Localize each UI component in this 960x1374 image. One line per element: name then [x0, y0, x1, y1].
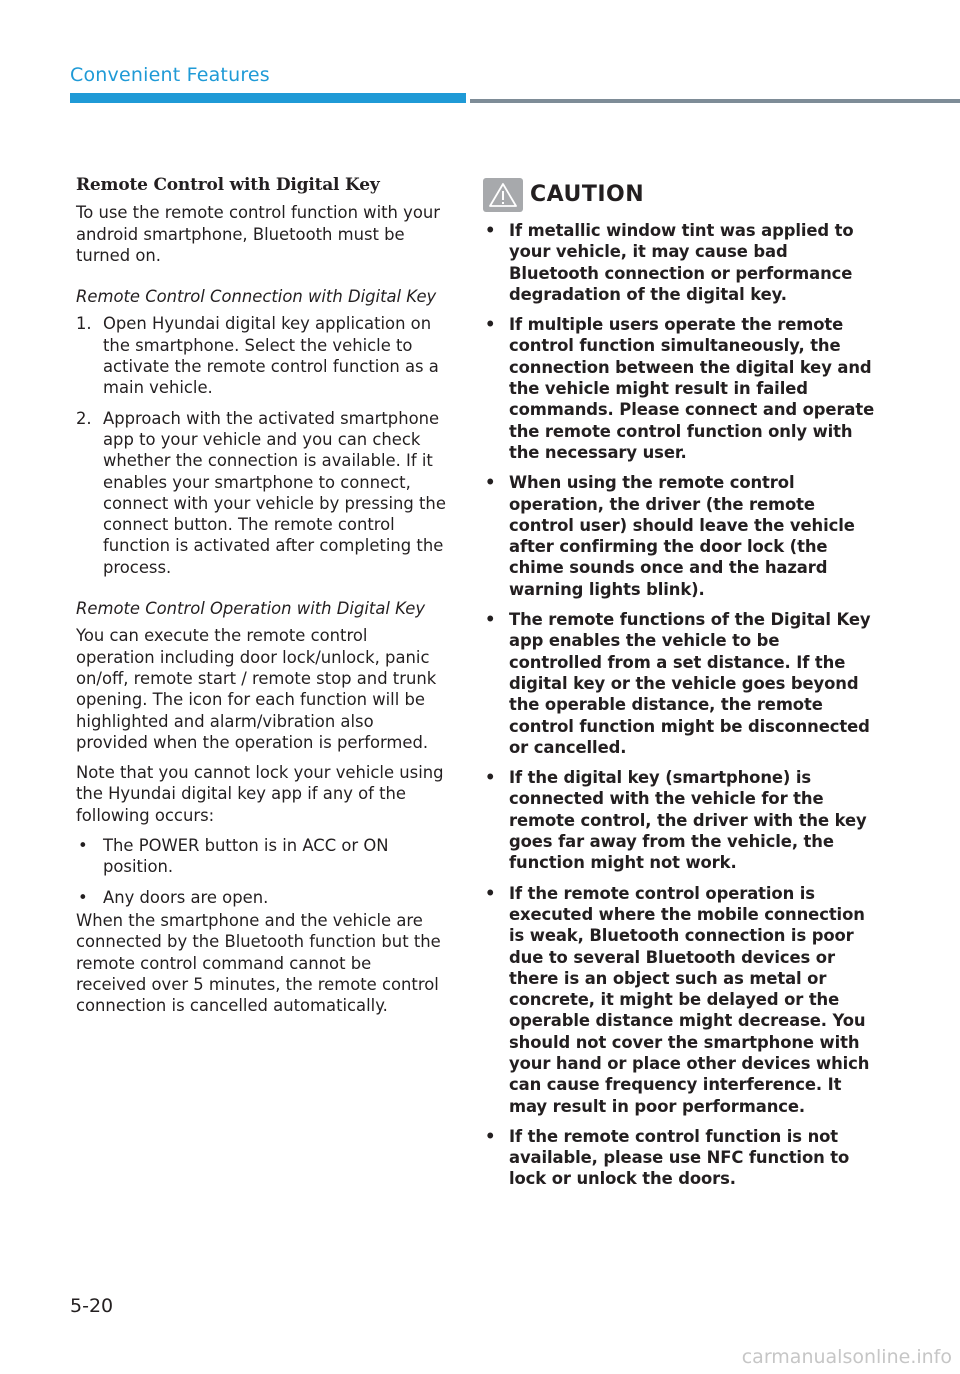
list-item — [76, 313, 446, 398]
bullet-text: Any doors are open. — [103, 887, 269, 907]
list-item — [483, 609, 875, 758]
caution-text: When using the remote control operation, the driver (the remote control user) should leave the vehicle after confirming the door lock (the chime sounds once and the hazard warning lights blink). — [509, 473, 855, 599]
watermark: carmanualsonline.info — [741, 1346, 952, 1368]
caution-title: CAUTION — [530, 182, 645, 208]
note-paragraph: Note that you cannot lock your vehicle using the Hyundai digital key app if any of the following occurs: — [76, 763, 444, 825]
list-item — [76, 408, 446, 578]
connection-subtitle: Remote Control Connection with Digital Key — [76, 287, 437, 307]
bullet-text: The POWER button is in ACC or ON position. — [103, 836, 389, 877]
operation-subtitle: Remote Control Operation with Digital Key — [76, 599, 426, 619]
warning-triangle-icon — [483, 178, 523, 212]
bullet-icon: • — [78, 887, 88, 907]
final-paragraph: When the smartphone and the vehicle are connected by the Bluetooth function but the remote control command cannot be received over 5 minutes, the remote control connection is cancelled automatically. — [76, 910, 441, 1016]
step-text: Open Hyundai digital key application on the smartphone. Select the vehicle to activate the remote control function as a main vehicle. — [103, 314, 439, 398]
step-number: 2. — [76, 408, 92, 428]
list-item — [483, 767, 875, 873]
caution-text: If the remote control function is not available, please use NFC function to lock or unlock the doors. — [509, 1126, 850, 1189]
step-number: 1. — [76, 314, 92, 334]
bullet-icon: • — [485, 1126, 496, 1146]
list-item — [483, 472, 875, 600]
bullet-icon: • — [485, 315, 496, 335]
bullet-icon: • — [485, 473, 496, 493]
list-item — [76, 887, 446, 908]
list-item — [483, 220, 875, 305]
caution-text: If the digital key (smartphone) is connected with the vehicle for the remote control, the driver with the key goes far away from the vehicle, the function might not work. — [509, 768, 867, 873]
bullet-icon: • — [485, 883, 496, 903]
section-title: Remote Control with Digital Key — [76, 175, 380, 195]
header-rule-gray — [470, 99, 960, 103]
header-rule-accent — [70, 93, 466, 103]
bullet-icon: • — [485, 768, 496, 788]
page-number: 5-20 — [70, 1295, 114, 1317]
list-item — [76, 835, 446, 878]
intro-paragraph: To use the remote control function with your android smartphone, Bluetooth must be turned on. — [76, 203, 441, 265]
caution-text: If multiple users operate the remote control function simultaneously, the connection between the digital key and the vehicle might result in failed commands. Please connect and operate the remote control function only with the necessary user. — [509, 315, 875, 462]
operation-paragraph: You can execute the remote control operation including door lock/unlock, panic on/off, remote start / remote stop and trunk opening. The icon for each function will be highlighted and alarm/vibration also provided when the operation is performed. — [76, 626, 437, 752]
caution-text: If the remote control operation is executed where the mobile connection is weak, Bluetooth connection is poor due to several Bluetooth devices or there is an object such as metal or concrete, it might be delayed or the operable distance might decrease. You should not cover the smartphone with your hand or place other devices which can cause frequency interference. It may result in poor performance. — [509, 883, 870, 1116]
caution-header — [483, 178, 875, 212]
list-item — [483, 314, 875, 463]
step-text: Approach with the activated smartphone app to your vehicle and you can check whether the connection is available. If it enables your smartphone to connect, connect with your vehicle by pressing the connect button. The remote control function is activated after completing the process. — [103, 408, 446, 577]
caution-box — [483, 178, 875, 1199]
left-column — [76, 175, 446, 1016]
list-item — [483, 883, 875, 1117]
caution-text: The remote functions of the Digital Key app enables the vehicle to be controlled from a set distance. If the digital key or the vehicle goes beyond the operable distance, the remote control function might be disconnected or cancelled. — [509, 610, 871, 757]
bullet-icon: • — [78, 836, 88, 856]
caution-text: If metallic window tint was applied to your vehicle, it may cause bad Bluetooth connection or performance degradation of the digital key. — [509, 221, 854, 304]
list-item — [483, 1126, 875, 1190]
bullet-icon: • — [485, 221, 496, 240]
section-header-title: Convenient Features — [70, 64, 270, 86]
bullet-icon: • — [485, 610, 496, 630]
